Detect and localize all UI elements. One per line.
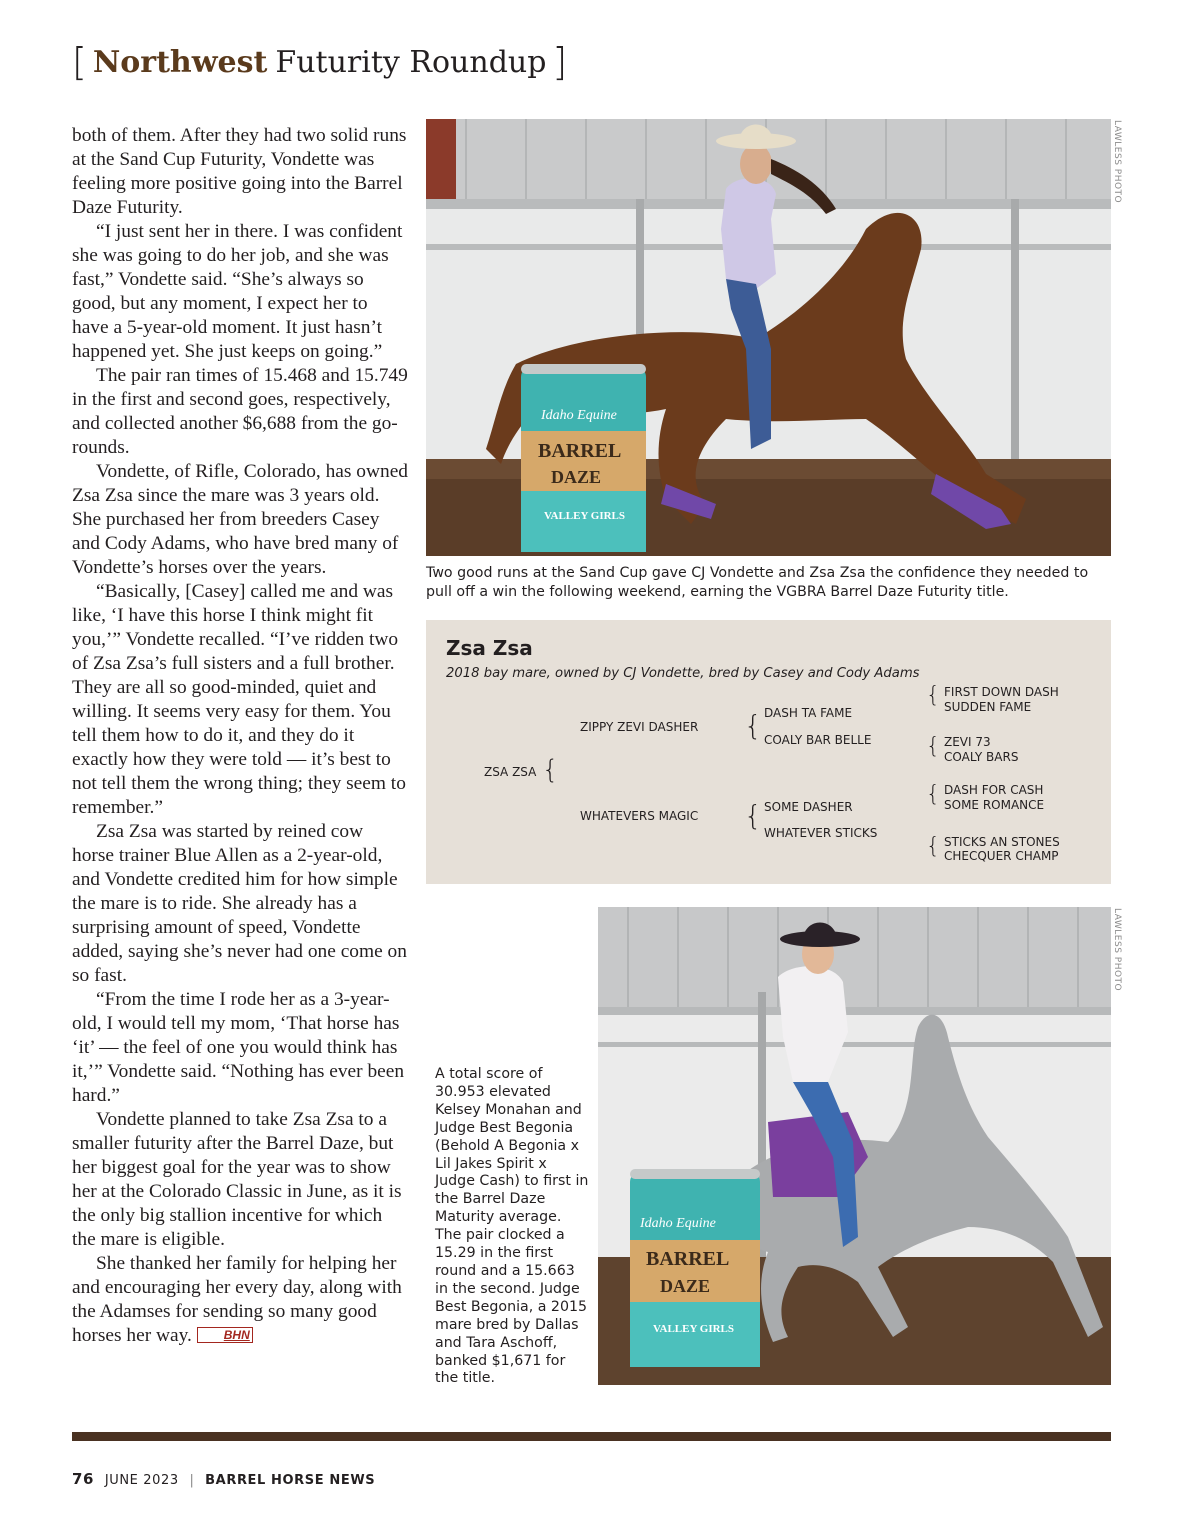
photo2-credit: LAWLESS PHOTO bbox=[1112, 908, 1122, 992]
pedigree-dam-sire: SOME DASHER bbox=[764, 800, 853, 814]
header-bracket-open: [ bbox=[72, 40, 87, 84]
article-paragraph: Vondette, of Rifle, Colorado, has owned Zsa Zsa since the mare was 3 years old. She purchased her from breeders Casey and Cody Adams, who have bred many of Vondette’s horses over the years. bbox=[72, 461, 408, 578]
footer-date: JUNE 2023 bbox=[104, 1473, 179, 1488]
pedigree-title: Zsa Zsa bbox=[446, 636, 533, 660]
pedigree-box bbox=[426, 620, 1111, 884]
footer-rule bbox=[72, 1432, 1111, 1441]
pedigree-brace: { bbox=[744, 799, 762, 832]
pedigree-gen3: SOME ROMANCE bbox=[944, 798, 1045, 812]
pedigree-brace: { bbox=[744, 709, 762, 742]
pedigree-brace: { bbox=[926, 834, 940, 859]
photo2-caption: A total score of 30.953 elevated Kelsey Monahan and Judge Best Begonia (Behold A Begonia x Lil Jakes Spirit x Judge Cash) to first in the Barrel Daze Maturity average. The pair clocked a 15.29 in the first round and a 15.663 in the second. Judge Best Begonia, a 2015 mare bred by Dallas and Tara Aschoff, banked $1,671 for the title. bbox=[435, 1066, 589, 1387]
header-bracket-close: ] bbox=[552, 40, 568, 84]
photo1-barrel-line4: VALLEY GIRLS bbox=[544, 510, 626, 522]
article-paragraph: Zsa Zsa was started by reined cow horse trainer Blue Allen as a 2-year-old, and Vondette credited him for how simple the mare is to ride. She already has a surprising amount of speed, Vondette added, saying she’s never had one come on so fast. bbox=[72, 821, 407, 986]
pedigree-gen3: DASH FOR CASH bbox=[944, 783, 1044, 797]
pedigree-horse: ZSA ZSA bbox=[484, 765, 537, 779]
photo1-credit: LAWLESS PHOTO bbox=[1112, 120, 1122, 204]
section-header bbox=[72, 40, 567, 84]
photo-vondette-zsa-zsa bbox=[426, 119, 1111, 556]
pedigree-dam-dam: WHATEVER STICKS bbox=[764, 826, 878, 840]
photo2-barrel-line3: DAZE bbox=[660, 1276, 711, 1296]
article-paragraph: “I just sent her in there. I was confident she was going to do her job, and she was fast,” Vondette said. “She’s always so good, but any moment, I expect her to have a 5-year-old moment. It just hasn’t happened yet. She just keeps on going.” bbox=[72, 221, 403, 362]
pedigree-gen3: ZEVI 73 bbox=[944, 735, 991, 749]
header-title: Futurity Roundup bbox=[275, 44, 547, 80]
article-paragraph: “From the time I rode her as a 3-year-old, I would tell my mom, ‘That horse has ‘it’ — the feel of one you would think has it,’” Vondette said. “Nothing has ever been hard.” bbox=[72, 989, 405, 1106]
pedigree-brace: { bbox=[926, 734, 940, 759]
article-last-text: She thanked her family for helping her and encouraging her every day, along with the Adamses for sending so many good horses her way. bbox=[72, 1253, 402, 1346]
page-footer bbox=[72, 1470, 375, 1488]
pedigree-gen3: STICKS AN STONES bbox=[944, 835, 1060, 849]
photo2-barrel-line1: Idaho Equine bbox=[640, 1216, 716, 1231]
pedigree-subtitle: 2018 bay mare, owned by CJ Vondette, bred by Casey and Cody Adams bbox=[446, 666, 920, 681]
article-paragraph: The pair ran times of 15.468 and 15.749 in the first and second goes, respectively, and collected another $6,688 from the go-rounds. bbox=[72, 365, 408, 458]
pedigree-dam: WHATEVERS MAGIC bbox=[580, 809, 699, 823]
article-paragraph bbox=[72, 1252, 408, 1348]
article-body bbox=[72, 124, 408, 1348]
pedigree-gen3: CHECQUER CHAMP bbox=[944, 849, 1059, 863]
photo2-barrel-line2: BARREL bbox=[646, 1248, 730, 1270]
photo-monahan-judge-best-begonia bbox=[598, 907, 1111, 1385]
photo2-barrel-line4: VALLEY GIRLS bbox=[653, 1323, 735, 1335]
photo1-barrel-line1: Idaho Equine bbox=[541, 408, 617, 423]
pedigree-gen3: FIRST DOWN DASH bbox=[944, 685, 1059, 699]
pedigree-brace: { bbox=[542, 755, 559, 785]
article-paragraph: “Basically, [Casey] called me and was like, ‘I have this horse I think might fit you,’” Vondette recalled. “I’ve ridden two of Zsa Zsa’s full sisters and a full brother. They are all so good-minded, quiet and willing. It seems very easy for them. You tell them how to do it, and they do it exactly how they were told — it’s best to not tell them the wrong thing; they seem to remember.” bbox=[72, 581, 406, 818]
bhn-end-logo: BHN bbox=[197, 1327, 253, 1343]
photo1-barrel-line3: DAZE bbox=[551, 467, 602, 487]
pedigree-sire-dam: COALY BAR BELLE bbox=[764, 733, 872, 747]
page-number: 76 bbox=[72, 1470, 95, 1488]
pedigree-sire: ZIPPY ZEVI DASHER bbox=[580, 720, 699, 734]
photo1-barrel-line2: BARREL bbox=[538, 440, 622, 462]
pedigree-sire-sire: DASH TA FAME bbox=[764, 706, 853, 720]
pedigree-gen3: COALY BARS bbox=[944, 750, 1019, 764]
pedigree-brace: { bbox=[926, 782, 940, 807]
footer-separator: | bbox=[189, 1473, 195, 1488]
article-paragraph: both of them. After they had two solid runs at the Sand Cup Futurity, Vondette was feeling more positive going into the Barrel Daze Futurity. bbox=[72, 125, 407, 218]
header-title-bold: Northwest bbox=[92, 44, 268, 80]
pedigree-gen3: SUDDEN FAME bbox=[944, 700, 1032, 714]
footer-magazine: BARREL HORSE NEWS bbox=[205, 1473, 376, 1488]
article-paragraph: Vondette planned to take Zsa Zsa to a smaller futurity after the Barrel Daze, but her biggest goal for the year was to show her at the Colorado Classic in June, as it is the only big stallion incentive for which the mare is eligible. bbox=[72, 1109, 402, 1250]
photo1-caption: Two good runs at the Sand Cup gave CJ Vondette and Zsa Zsa the confidence they needed to pull off a win the following weekend, earning the VGBRA Barrel Daze Futurity title. bbox=[426, 565, 1089, 600]
pedigree-brace: { bbox=[926, 683, 940, 708]
